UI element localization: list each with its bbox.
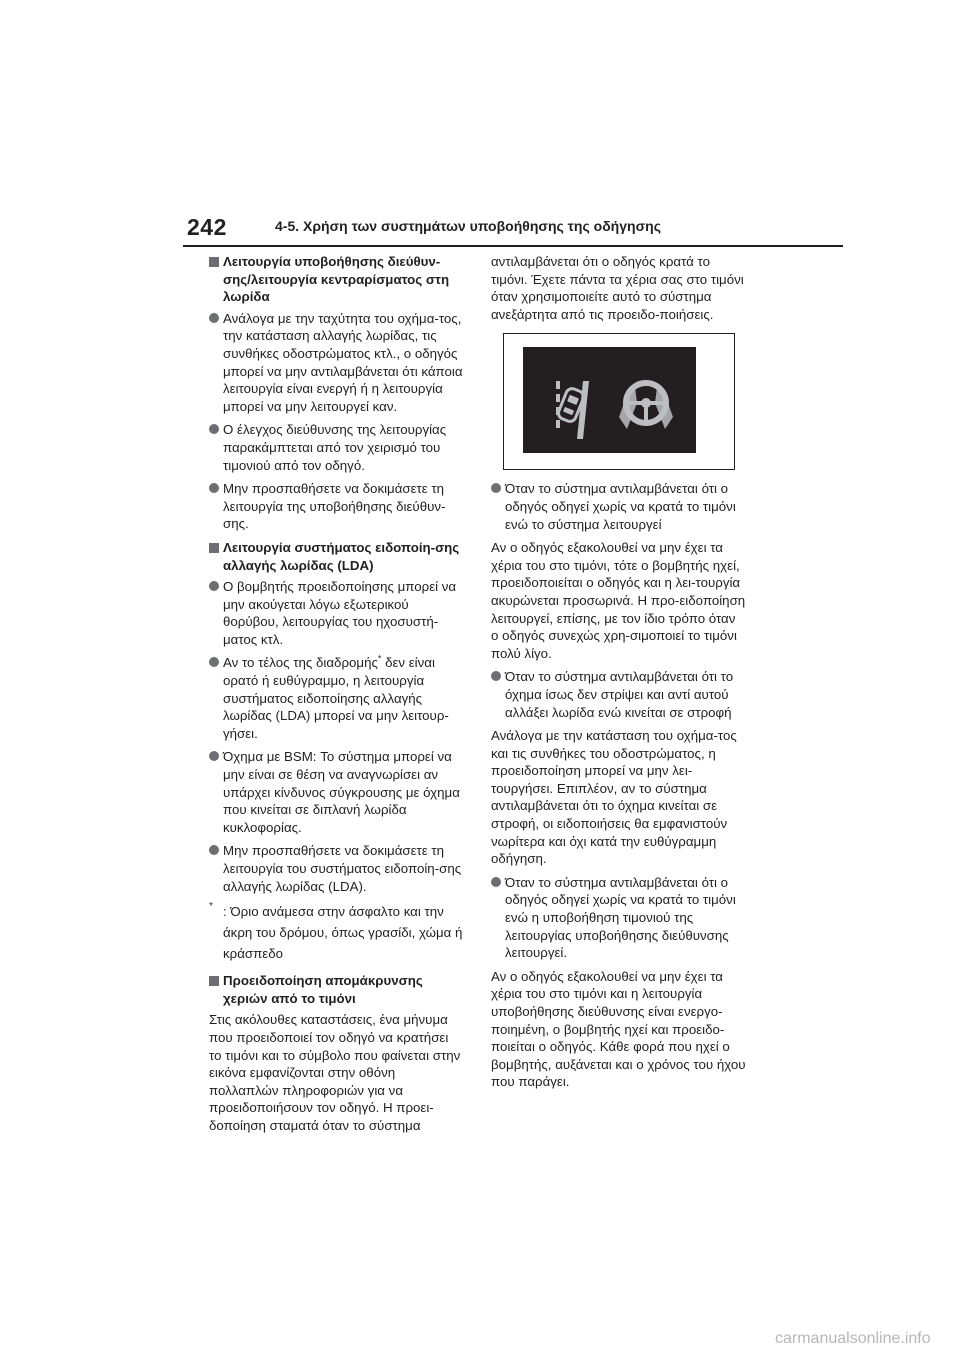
- header-rule: [183, 245, 843, 247]
- circle-bullet-icon: [209, 845, 219, 855]
- footnote-marker: *: [377, 654, 382, 665]
- list-item: [491, 480, 746, 533]
- list-item: [491, 668, 746, 721]
- circle-bullet-icon: [491, 483, 501, 493]
- list-item-text: Όταν το σύστημα αντιλαμβάνεται ότι ο οδηγός οδηγεί χωρίς να κρατά το τιμόνι ενώ το σύστημα λειτουργεί: [505, 481, 736, 532]
- section-heading: [209, 539, 464, 574]
- list-item-text: Μην προσπαθήσετε να δοκιμάσετε τη λειτουργία της υποβοήθησης διεύθυν-σης.: [223, 481, 446, 532]
- paragraph: Στις ακόλουθες καταστάσεις, ένα μήνυμα που προειδοποιεί τον οδηγό να κρατήσει το τιμόνι και το σύμβολο που φαίνεται στην εικόνα εμφανίζονται στην οθόνη πολλαπλών πληροφοριών για να προειδοποιήσουν τον οδηγό. Η προει-δοποίηση σταματά όταν το σύστημα: [209, 1012, 461, 1133]
- hands-on-wheel-icon: [619, 383, 673, 429]
- section-heading: [209, 253, 464, 306]
- list-item: [209, 748, 464, 836]
- paragraph: Ανάλογα με την κατάσταση του οχήμα-τος και τις συνθήκες του οδοστρώματος, η προειδοποίηση μπορεί να μην λει-τουργήσει. Επιπλέον, αν το σύστημα αντιλαμβάνεται ότι το όχημα κινείται σε στροφή, οι ειδοποιήσεις θα εμφανιστούν νωρίτερα και όχι κατά την ευθύγραμμη οδήγηση.: [491, 728, 737, 867]
- footnote-text: : Όριο ανάμεσα στην άσφαλτο και την άκρη του δρόμου, όπως γρασίδι, χώμα ή κράσπεδο: [223, 904, 463, 962]
- circle-bullet-icon: [209, 657, 219, 667]
- list-item: [209, 654, 464, 742]
- list-item-text: Όταν το σύστημα αντιλαμβάνεται ότι ο οδηγός οδηγεί χωρίς να κρατά το τιμόνι ενώ η υποβοήθηση τιμονιού της λειτουργίας υποβοήθησης διεύθυνσης λειτουργεί.: [505, 874, 736, 961]
- square-bullet-icon: [209, 543, 219, 553]
- circle-bullet-icon: [209, 424, 219, 434]
- list-item-text: Όταν το σύστημα αντιλαμβάνεται ότι το όχημα ίσως δεν στρίψει και αντί αυτού αλλάξει λωρίδα ενώ κινείται σε στροφή: [505, 669, 734, 720]
- lane-departure-icon: [556, 381, 589, 439]
- list-item: [209, 578, 464, 648]
- list-item-text: Ο έλεγχος διεύθυνσης της λειτουργίας παρακάμπτεται από τον χειρισμό του τιμονιού από τον οδηγό.: [223, 422, 447, 473]
- section-title: Λειτουργία συστήματος ειδοποίη-σης αλλαγής λωρίδας (LDA): [223, 539, 460, 573]
- right-column: [491, 253, 746, 1097]
- circle-bullet-icon: [209, 581, 219, 591]
- square-bullet-icon: [209, 976, 219, 986]
- list-item-text: Ανάλογα με την ταχύτητα του οχήμα-τος, την κατάσταση αλλαγής λωρίδας, τις συνθήκες οδοστρώματος κτλ., ο οδηγός μπορεί να μην αντιλαμβάνεται ότι κάποια λειτουργία είναι ενεργή ή η λειτουργία μπορεί να μην λειτουργεί καν.: [223, 310, 463, 414]
- list-item: [209, 310, 464, 416]
- watermark: carmanualsonline.info: [775, 1330, 931, 1347]
- list-item: [209, 480, 464, 533]
- section-title: Προειδοποίηση απομάκρυνσης χεριών από το τιμόνι: [223, 973, 423, 1006]
- square-bullet-icon: [209, 257, 219, 267]
- paragraph: αντιλαμβάνεται ότι ο οδηγός κρατά το τιμόνι. Έχετε πάντα τα χέρια σας στο τιμόνι όταν χρησιμοποιείτε αυτό το σύστημα ανεξάρτητα από τις προειδο-ποιήσεις.: [491, 254, 744, 322]
- list-item: [209, 842, 464, 895]
- footnote-star: *: [209, 901, 213, 913]
- list-item: [491, 874, 746, 962]
- page-header: [183, 212, 843, 248]
- circle-bullet-icon: [209, 313, 219, 323]
- page-number: 242: [187, 214, 227, 240]
- display-figure: [503, 333, 735, 470]
- paragraph: Αν ο οδηγός εξακολουθεί να μην έχει τα χέρια του στο τιμόνι και η λειτουργία υποβοήθησης διεύθυνσης είναι ενεργο-ποιημένη, ο βομβητής ηχεί και προειδο-ποιείται ο οδηγός. Κάθε φορά που ηχεί ο βομβητής, αυξάνεται και ο χρόνος του ήχου που παράγει.: [491, 968, 746, 1090]
- circle-bullet-icon: [491, 877, 501, 887]
- footnote: [209, 901, 464, 964]
- list-item-text: Αν το τέλος της διαδρομής: [223, 655, 378, 671]
- chapter-title: 4-5. Χρήση των συστημάτων υποβοήθησης της οδήγησης: [275, 218, 661, 234]
- section-heading: [209, 972, 464, 1007]
- multi-info-display: [523, 347, 696, 453]
- circle-bullet-icon: [491, 671, 501, 681]
- list-item-text: Ο βομβητής προειδοποίησης μπορεί να μην ακούγεται λόγω εξωτερικού θορύβου, λειτουργίας του ηχοσυστή-ματος κτλ.: [223, 579, 457, 647]
- paragraph: Αν ο οδηγός εξακολουθεί να μην έχει τα χέρια του στο τιμόνι, τότε ο βομβητής ηχεί, προειδοποιείται ο οδηγός και η λει-τουργία ακυρώνεται προσωρινά. Η προ-ειδοποίηση λειτουργεί, επίσης, με τον ίδιο τρόπο όταν ο οδηγός συνεχώς χρη-σιμοποιεί το τιμόνι πολύ λίγο.: [491, 540, 746, 661]
- list-item-text: Όχημα με BSM: Το σύστημα μπορεί να μην είναι σε θέση να αναγνωρίσει αν υπάρχει κίνδυνος σύγκρουσης με όχημα που κινείται σε διπλανή λωρίδα κυκλοφορίας.: [223, 749, 460, 835]
- list-item: [209, 421, 464, 474]
- circle-bullet-icon: [209, 751, 219, 761]
- display-icons: [523, 347, 696, 453]
- list-item-text: Μην προσπαθήσετε να δοκιμάσετε τη λειτουργία του συστήματος ειδοποίη-σης αλλαγής λωρίδας (LDA).: [223, 843, 462, 894]
- left-column: [209, 253, 464, 1141]
- circle-bullet-icon: [209, 483, 219, 493]
- list-item-text: δεν είναι ορατό ή ευθύγραμμο, η λειτουργία συστήματος ειδοποίησης αλλαγής λωρίδας (LDA) μπορεί να μην λειτουρ-γήσει.: [223, 655, 449, 741]
- section-title: Λειτουργία υποβοήθησης διεύθυν-σης/λειτουργία κεντραρίσματος στη λωρίδα: [223, 254, 450, 305]
